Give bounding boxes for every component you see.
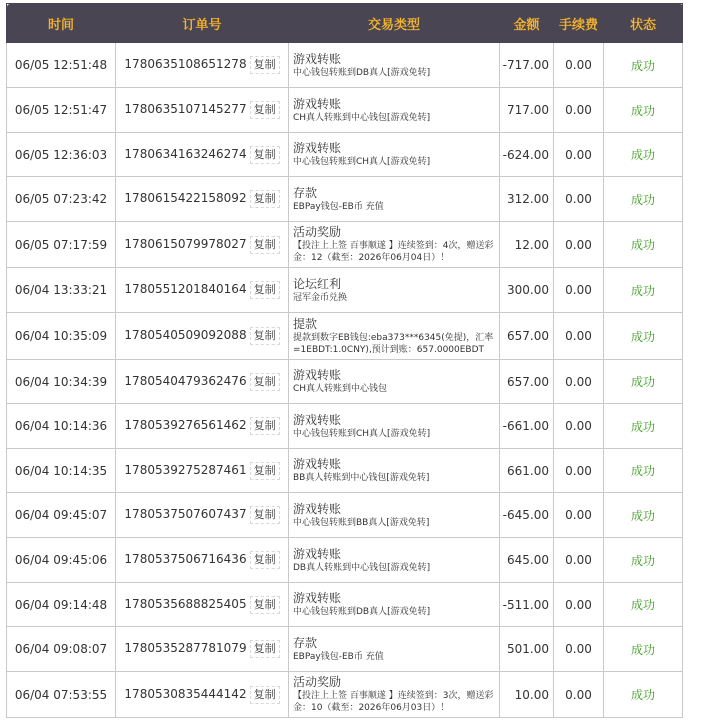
table-row bbox=[7, 268, 683, 313]
type-description: 【投注上上签 百事顺遂 】连续签到：3次，赠送彩金：10（截至：2026年06月03日）！ bbox=[293, 691, 494, 713]
type-description: 中心钱包转账到CH真人[游戏免转] bbox=[293, 428, 431, 439]
table-row bbox=[7, 449, 683, 493]
cell-order bbox=[116, 493, 289, 538]
table-row bbox=[7, 404, 683, 449]
copy-button[interactable]: 复制 bbox=[250, 56, 280, 74]
type-description: CH真人转账到中心钱包[游戏免转] bbox=[293, 112, 431, 123]
type-description: EBPay钱包-EB币 充值 bbox=[293, 201, 384, 212]
table-row bbox=[7, 360, 683, 404]
cell-order bbox=[116, 449, 289, 493]
type-title: 游戏转账 bbox=[293, 51, 342, 66]
cell-time: 06/05 07:17:59 bbox=[7, 222, 116, 268]
type-description: 中心钱包转账到DB真人[游戏免转] bbox=[293, 607, 431, 617]
cell-type bbox=[289, 672, 500, 718]
cell-order bbox=[116, 177, 289, 222]
type-description: CH真人转账到中心钱包 bbox=[293, 384, 388, 394]
cell-time: 06/04 09:45:07 bbox=[7, 493, 116, 538]
cell-amount: -511.00 bbox=[500, 583, 554, 627]
type-title: 游戏转账 bbox=[293, 591, 342, 605]
copy-button[interactable]: 复制 bbox=[250, 506, 280, 524]
order-number: 1780535287781079 bbox=[124, 641, 247, 655]
cell-status: 成功 bbox=[604, 449, 683, 493]
cell-time: 06/04 10:14:36 bbox=[7, 404, 116, 449]
cell-type bbox=[289, 268, 500, 313]
cell-fee: 0.00 bbox=[554, 583, 604, 627]
cell-fee: 0.00 bbox=[554, 404, 604, 449]
cell-status: 成功 bbox=[604, 672, 683, 718]
order-number: 1780615079978027 bbox=[124, 236, 247, 251]
cell-status: 成功 bbox=[604, 538, 683, 583]
cell-time: 06/05 12:51:48 bbox=[7, 43, 116, 88]
cell-type bbox=[289, 88, 500, 133]
type-description: 提款到数字EB钱包:eba373***6345(免提)，汇率=1EBDT:1.0CNY),预计到账：657.0000EBDT bbox=[293, 332, 494, 355]
cell-order bbox=[116, 43, 289, 88]
order-number: 1780535688825405 bbox=[124, 596, 247, 611]
type-description: 中心钱包转账到DB真人[游戏免转] bbox=[293, 67, 431, 78]
cell-time: 06/05 12:51:47 bbox=[7, 88, 116, 133]
order-number: 1780537506716436 bbox=[124, 552, 247, 566]
cell-time: 06/04 10:14:35 bbox=[7, 449, 116, 493]
copy-button[interactable]: 复制 bbox=[250, 686, 280, 704]
cell-status: 成功 bbox=[604, 133, 683, 177]
copy-button[interactable]: 复制 bbox=[250, 462, 280, 480]
cell-status: 成功 bbox=[604, 222, 683, 268]
cell-fee: 0.00 bbox=[554, 133, 604, 177]
type-description: 冠军金币兑换 bbox=[293, 292, 348, 303]
cell-fee: 0.00 bbox=[554, 222, 604, 268]
cell-order bbox=[116, 133, 289, 177]
table-row bbox=[7, 133, 683, 177]
type-title: 游戏转账 bbox=[293, 368, 342, 382]
table-row bbox=[7, 222, 683, 268]
type-title: 游戏转账 bbox=[293, 141, 342, 155]
cell-time: 06/04 07:53:55 bbox=[7, 672, 116, 718]
cell-time: 06/04 10:35:09 bbox=[7, 313, 116, 360]
order-number: 1780540479362476 bbox=[124, 373, 247, 388]
cell-amount: 657.00 bbox=[500, 360, 554, 404]
cell-type bbox=[289, 538, 500, 583]
table-body bbox=[7, 43, 683, 718]
header-time: 时间 bbox=[7, 4, 116, 43]
order-number: 1780539275287461 bbox=[124, 462, 247, 477]
copy-button[interactable]: 复制 bbox=[250, 281, 280, 299]
copy-button[interactable]: 复制 bbox=[250, 327, 280, 345]
cell-type bbox=[289, 449, 500, 493]
header-fee: 手续费 bbox=[554, 4, 604, 43]
cell-status: 成功 bbox=[604, 43, 683, 88]
header-type: 交易类型 bbox=[289, 4, 500, 43]
cell-status: 成功 bbox=[604, 177, 683, 222]
copy-button[interactable]: 复制 bbox=[250, 236, 280, 254]
type-description: 中心钱包转账到CH真人[游戏免转] bbox=[293, 157, 431, 167]
order-number: 1780537507607437 bbox=[124, 507, 247, 521]
cell-fee: 0.00 bbox=[554, 493, 604, 538]
cell-time: 06/04 09:45:06 bbox=[7, 538, 116, 583]
cell-time: 06/04 10:34:39 bbox=[7, 360, 116, 404]
cell-status: 成功 bbox=[604, 583, 683, 627]
cell-order bbox=[116, 88, 289, 133]
table-row bbox=[7, 583, 683, 627]
cell-order bbox=[116, 672, 289, 718]
order-number: 1780530835444142 bbox=[124, 686, 247, 701]
cell-amount: 312.00 bbox=[500, 177, 554, 222]
order-number: 1780634163246274 bbox=[124, 146, 247, 161]
type-title: 游戏转账 bbox=[293, 546, 342, 561]
cell-status: 成功 bbox=[604, 313, 683, 360]
header-amount: 金额 bbox=[500, 4, 554, 43]
table-row bbox=[7, 43, 683, 88]
type-title: 提款 bbox=[293, 316, 318, 331]
table-row bbox=[7, 493, 683, 538]
copy-button[interactable]: 复制 bbox=[250, 146, 280, 164]
cell-fee: 0.00 bbox=[554, 627, 604, 672]
cell-type bbox=[289, 404, 500, 449]
cell-fee: 0.00 bbox=[554, 43, 604, 88]
type-title: 活动奖励 bbox=[293, 225, 342, 239]
cell-fee: 0.00 bbox=[554, 360, 604, 404]
cell-order bbox=[116, 583, 289, 627]
cell-fee: 0.00 bbox=[554, 268, 604, 313]
copy-button[interactable]: 复制 bbox=[250, 596, 280, 614]
cell-amount: 717.00 bbox=[500, 88, 554, 133]
type-title: 游戏转账 bbox=[293, 96, 342, 111]
cell-amount: 300.00 bbox=[500, 268, 554, 313]
table-row bbox=[7, 627, 683, 672]
cell-type bbox=[289, 133, 500, 177]
cell-fee: 0.00 bbox=[554, 538, 604, 583]
cell-time: 06/05 12:36:03 bbox=[7, 133, 116, 177]
type-title: 存款 bbox=[293, 185, 318, 200]
type-description: EBPay钱包-EB币 充值 bbox=[293, 651, 384, 662]
cell-fee: 0.00 bbox=[554, 177, 604, 222]
cell-type bbox=[289, 627, 500, 672]
order-number: 1780635107145277 bbox=[124, 102, 247, 116]
copy-button[interactable]: 复制 bbox=[250, 190, 280, 208]
cell-amount: -717.00 bbox=[500, 43, 554, 88]
cell-status: 成功 bbox=[604, 268, 683, 313]
cell-amount: 645.00 bbox=[500, 538, 554, 583]
table-row bbox=[7, 313, 683, 360]
cell-order bbox=[116, 360, 289, 404]
cell-type bbox=[289, 493, 500, 538]
table-row bbox=[7, 672, 683, 718]
transaction-table bbox=[6, 3, 683, 718]
cell-type bbox=[289, 222, 500, 268]
table-header-row bbox=[7, 4, 683, 43]
cell-amount: 12.00 bbox=[500, 222, 554, 268]
cell-amount: 657.00 bbox=[500, 313, 554, 360]
cell-fee: 0.00 bbox=[554, 88, 604, 133]
cell-type bbox=[289, 177, 500, 222]
cell-type bbox=[289, 313, 500, 360]
cell-order bbox=[116, 268, 289, 313]
cell-amount: 661.00 bbox=[500, 449, 554, 493]
header-order: 订单号 bbox=[116, 4, 289, 43]
cell-status: 成功 bbox=[604, 88, 683, 133]
type-description: 【投注上上签 百事顺遂 】连续签到：4次，赠送彩金：12（截至：2026年06月04日）！ bbox=[293, 241, 494, 263]
type-title: 论坛红利 bbox=[293, 276, 342, 291]
cell-order bbox=[116, 627, 289, 672]
cell-order bbox=[116, 222, 289, 268]
type-description: 中心钱包转账到BB真人[游戏免转] bbox=[293, 517, 430, 528]
cell-status: 成功 bbox=[604, 360, 683, 404]
cell-fee: 0.00 bbox=[554, 449, 604, 493]
cell-type bbox=[289, 583, 500, 627]
cell-fee: 0.00 bbox=[554, 672, 604, 718]
cell-amount: 10.00 bbox=[500, 672, 554, 718]
cell-time: 06/04 09:14:48 bbox=[7, 583, 116, 627]
copy-button[interactable]: 复制 bbox=[250, 551, 280, 569]
cell-fee: 0.00 bbox=[554, 313, 604, 360]
type-description: DB真人转账到中心钱包[游戏免转] bbox=[293, 562, 431, 573]
order-number: 1780615422158092 bbox=[124, 191, 247, 205]
cell-type bbox=[289, 360, 500, 404]
copy-button[interactable]: 复制 bbox=[250, 640, 280, 658]
type-title: 游戏转账 bbox=[293, 501, 342, 516]
cell-order bbox=[116, 404, 289, 449]
type-description: BB真人转账到中心钱包[游戏免转] bbox=[293, 473, 430, 483]
copy-button[interactable]: 复制 bbox=[250, 101, 280, 119]
cell-status: 成功 bbox=[604, 404, 683, 449]
copy-button[interactable]: 复制 bbox=[250, 373, 280, 391]
cell-amount: -645.00 bbox=[500, 493, 554, 538]
cell-status: 成功 bbox=[604, 627, 683, 672]
order-number: 1780540509092088 bbox=[124, 328, 247, 342]
order-number: 1780635108651278 bbox=[124, 57, 247, 71]
cell-time: 06/04 13:33:21 bbox=[7, 268, 116, 313]
type-title: 游戏转账 bbox=[293, 412, 342, 427]
cell-order bbox=[116, 538, 289, 583]
cell-status: 成功 bbox=[604, 493, 683, 538]
table-row bbox=[7, 88, 683, 133]
type-title: 存款 bbox=[293, 635, 318, 650]
type-title: 游戏转账 bbox=[293, 457, 342, 471]
cell-type bbox=[289, 43, 500, 88]
cell-time: 06/04 09:08:07 bbox=[7, 627, 116, 672]
type-title: 活动奖励 bbox=[293, 675, 342, 689]
cell-amount: -624.00 bbox=[500, 133, 554, 177]
order-number: 1780539276561462 bbox=[124, 418, 247, 432]
table-row bbox=[7, 538, 683, 583]
cell-amount: 501.00 bbox=[500, 627, 554, 672]
copy-button[interactable]: 复制 bbox=[250, 417, 280, 435]
cell-order bbox=[116, 313, 289, 360]
header-status: 状态 bbox=[604, 4, 683, 43]
order-number: 1780551201840164 bbox=[124, 282, 247, 296]
cell-amount: -661.00 bbox=[500, 404, 554, 449]
table-row bbox=[7, 177, 683, 222]
cell-time: 06/05 07:23:42 bbox=[7, 177, 116, 222]
